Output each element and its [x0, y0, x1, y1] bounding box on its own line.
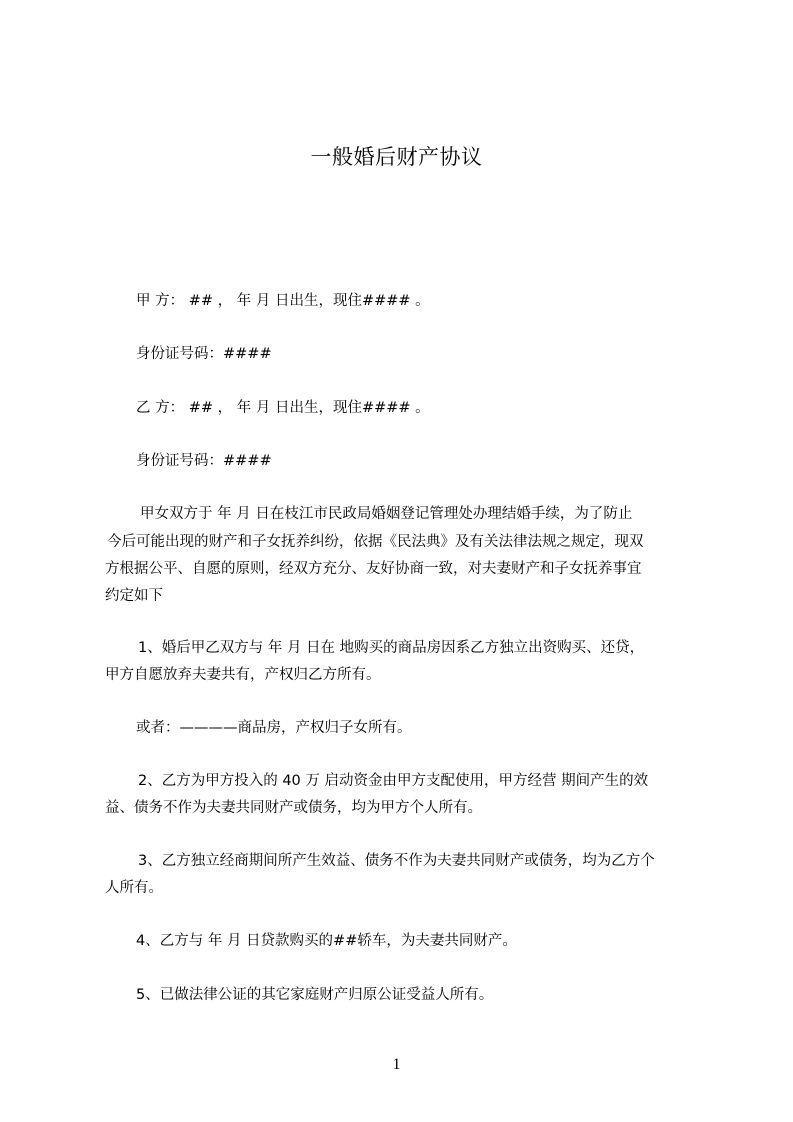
clause-1-line: 1、婚后甲乙双方与 年 月 日在 地购买的商品房因系乙方独立出资购买、还贷， [138, 640, 645, 656]
preamble-line: 今后可能出现的财产和子女抚养纠纷，依据《民法典》及有关法律法规之规定，现双 [107, 534, 644, 550]
clause-1-line: 甲方自愿放弃夫妻共有，产权归乙方所有。 [105, 667, 381, 683]
clause-2-line: 益、债务不作为夫妻共同财产或债务，均为甲方个人所有。 [105, 800, 482, 816]
clause-5-line: 5、已做法律公证的其它家庭财产归原公证受益人所有。 [136, 987, 494, 1003]
clause-4-line: 4、乙方与 年 月 日贷款购买的##轿车，为夫妻共同财产。 [136, 933, 517, 949]
party-b-line: 乙 方： ## ， 年 月 日出生，现住#### 。 [136, 400, 430, 416]
preamble-line: 约定如下 [105, 588, 163, 604]
preamble-line: 方根据公平、自愿的原则，经双方充分、友好协商一致，对夫妻财产和子女抚养事宜 [105, 561, 642, 577]
clause-3-line: 3、乙方独立经商期间所产生效益、债务不作为夫妻共同财产或债务，均为乙方个 [138, 853, 655, 869]
clause-2-line: 2、乙方为甲方投入的 40 万 启动资金由甲方支配使用，甲方经营 期间产生的效 [138, 773, 649, 789]
party-a-id-line: 身份证号码：#### [136, 346, 272, 362]
party-b-id-line: 身份证号码：#### [136, 453, 272, 469]
clause-3-line: 人所有。 [105, 880, 163, 896]
document-title: 一般婚后财产协议 [310, 145, 483, 169]
alternative-clause: 或者：————商品房，产权归子女所有。 [136, 720, 412, 736]
party-a-line: 甲 方： ## ， 年 月 日出生，现住#### 。 [136, 293, 430, 309]
page-number: 1 [392, 1056, 401, 1073]
preamble-line: 甲女双方于 年 月 日在枝江市民政局婚姻登记管理处办理结婚手续，为了防止 [140, 506, 633, 522]
